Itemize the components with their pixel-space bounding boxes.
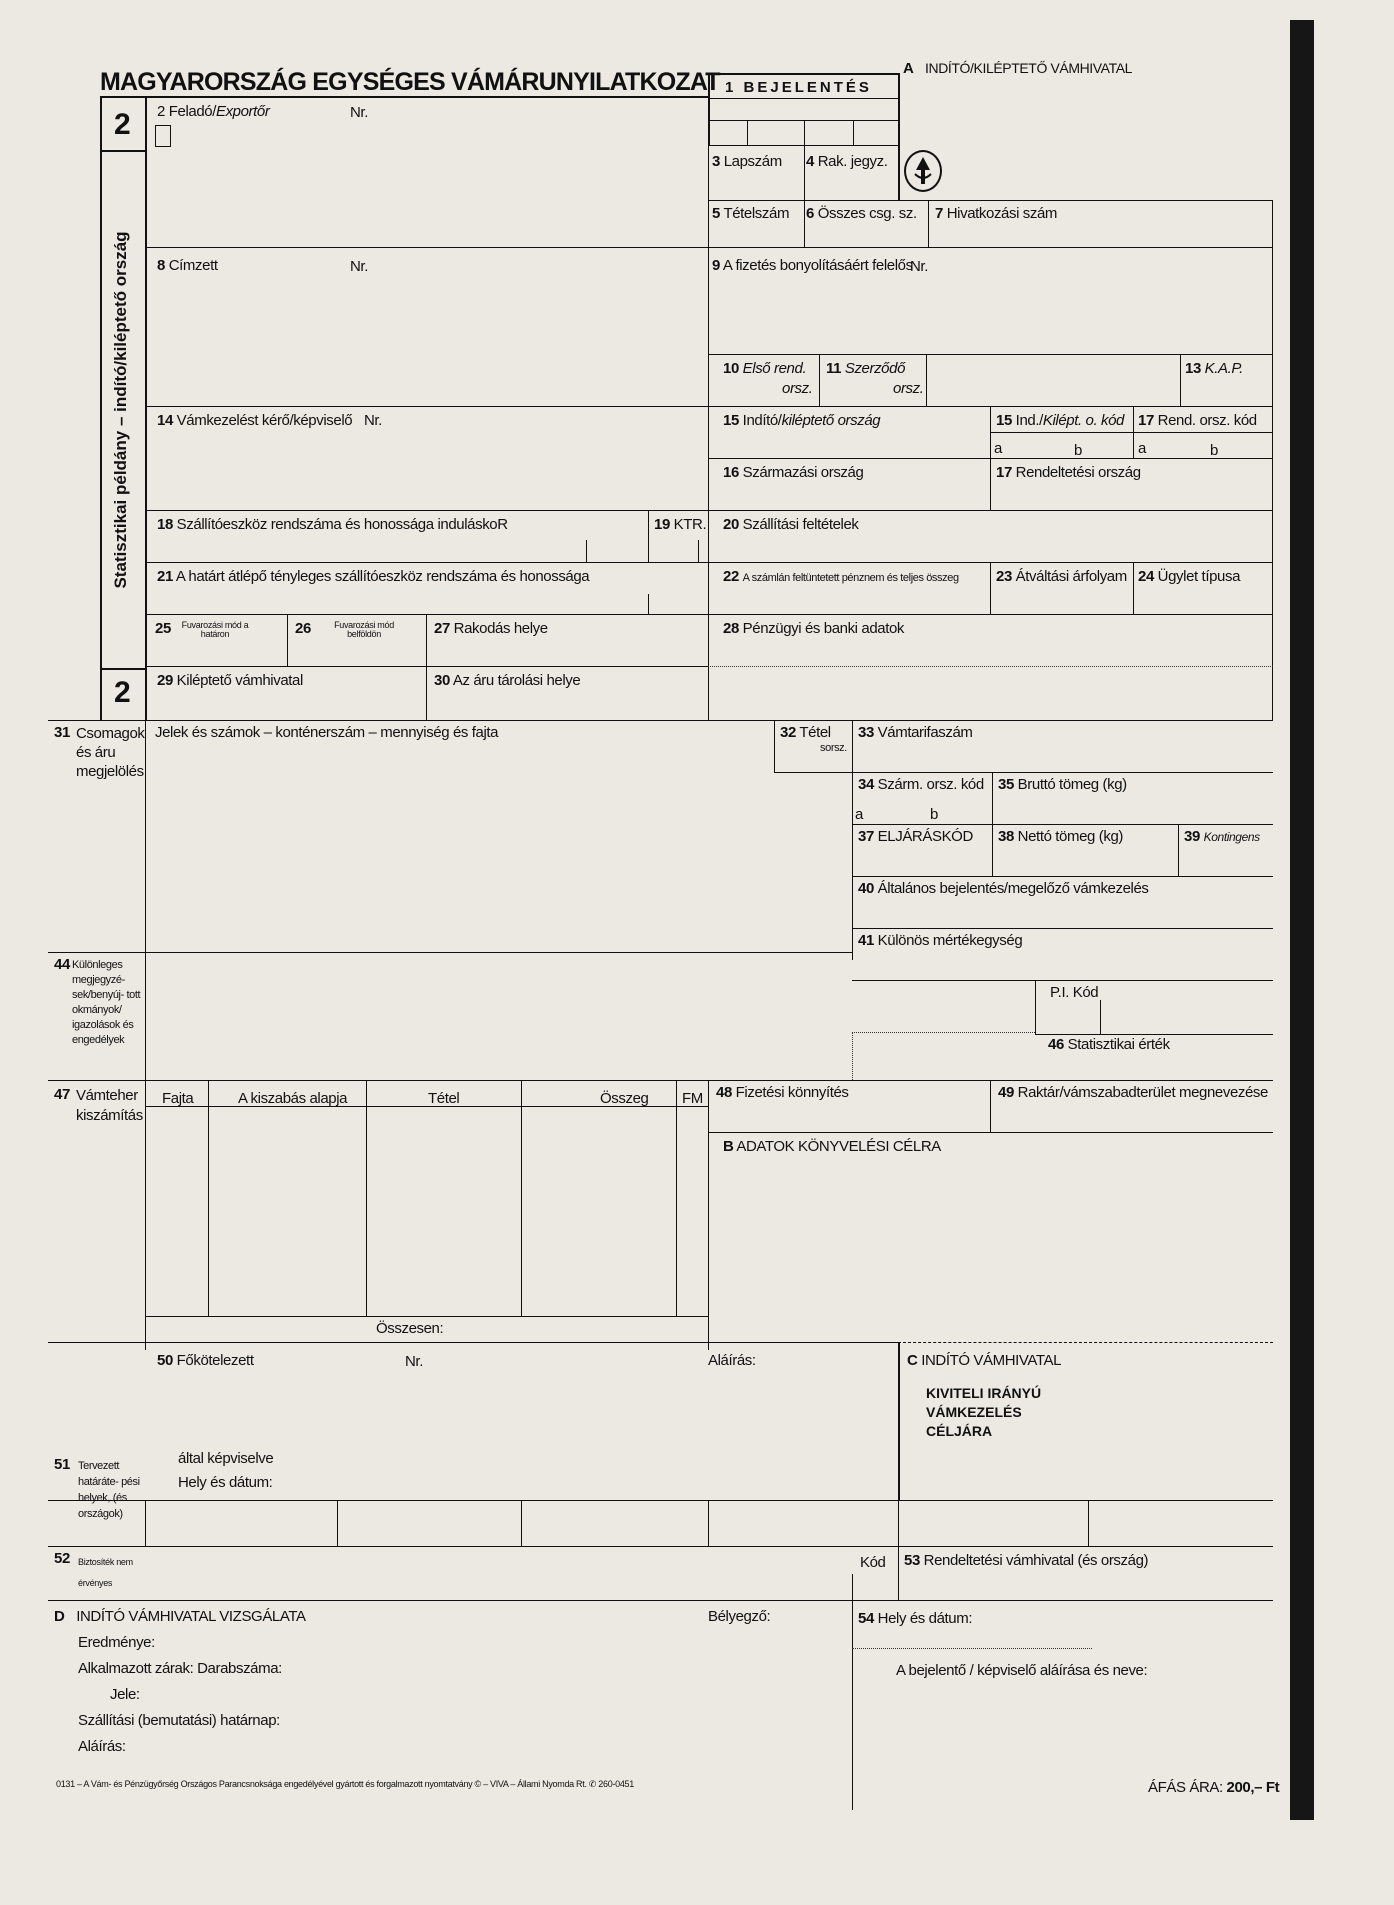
box2-italic: Exportőr	[215, 103, 270, 120]
place-date-label: Hely és dátum:	[178, 1474, 273, 1491]
box44-label: Különleges megjegyzé- sek/benyúj- tott okmányok/ igazolások és engedélyek	[72, 959, 141, 1046]
box24-field[interactable]	[1138, 568, 1240, 585]
box37-label: ELJÁRÁSKÓD	[877, 828, 973, 845]
box17-field[interactable]	[1138, 412, 1257, 429]
deadline-label: Szállítási (bemutatási) határnap:	[78, 1712, 280, 1729]
price-value: 200,– Ft	[1226, 1779, 1280, 1796]
osszesen-label: Összesen:	[376, 1320, 444, 1337]
box53-field[interactable]	[904, 1552, 1148, 1569]
copy-number-bottom: 2	[114, 676, 131, 709]
box33-field[interactable]	[858, 724, 973, 741]
box41-number: 41	[858, 932, 874, 949]
box31-label: Csomagok és áru megjelölés	[76, 725, 145, 780]
box39-number: 39	[1184, 828, 1200, 845]
box2-checkbox[interactable]	[155, 125, 171, 147]
box4-label: Rak. jegyz.	[817, 153, 888, 170]
box14-field[interactable]	[157, 412, 382, 429]
represented-by-label: által képviselve	[178, 1450, 274, 1467]
kod-label: Kód	[860, 1554, 886, 1571]
box21-number: 21	[157, 568, 173, 585]
box49-number: 49	[998, 1084, 1014, 1101]
box22-number: 22	[723, 568, 739, 585]
box11-sub: orsz.	[893, 380, 924, 397]
box8-nr: Nr.	[350, 258, 368, 275]
box47-number: 47	[54, 1086, 70, 1103]
box17b-number: 17	[996, 464, 1012, 481]
box8-number: 8	[157, 257, 165, 274]
box48-label: Fizetési könnyítés	[735, 1084, 849, 1101]
box6-label: Összes csg. sz.	[817, 205, 917, 222]
box17-sub-b: b	[1210, 442, 1218, 459]
box20-number: 20	[723, 516, 739, 533]
box-c-letter: C	[907, 1352, 918, 1369]
box52-number: 52	[54, 1550, 70, 1567]
box26-number: 26	[295, 620, 311, 637]
box21-field[interactable]	[157, 568, 589, 585]
copy-number-top: 2	[114, 108, 131, 141]
customs-emblem-icon	[904, 150, 942, 192]
box10-field[interactable]	[723, 360, 806, 377]
box1-declaration: 1 BEJELENTÉS	[725, 79, 872, 96]
box19-number: 19	[654, 516, 670, 533]
box35-field[interactable]	[998, 776, 1127, 793]
box16-field[interactable]	[723, 464, 863, 481]
box-b-letter: B	[723, 1138, 734, 1155]
box40-number: 40	[858, 880, 874, 897]
box15-label: Indító/	[742, 412, 782, 429]
box25-label: Fuvarozási mód a határon	[181, 620, 249, 639]
box38-number: 38	[998, 828, 1014, 845]
box44-number: 44	[54, 956, 70, 973]
box10-label: Első rend.	[742, 360, 807, 377]
box-b-field[interactable]	[723, 1138, 941, 1155]
box27-label: Rakodás helye	[453, 620, 548, 637]
box46-number: 46	[1048, 1036, 1064, 1053]
box23-number: 23	[996, 568, 1012, 585]
box6-field[interactable]	[806, 205, 917, 222]
box-b-label: ADATOK KÖNYVELÉSI CÉLRA	[736, 1138, 941, 1155]
box23-label: Átváltási árfolyam	[1015, 568, 1127, 585]
box21-label: A határt átlépő tényleges szállítóeszköz rendszáma és honossága	[175, 568, 590, 585]
box10-number: 10	[723, 360, 739, 377]
box15b-sub-b: b	[1074, 442, 1082, 459]
seal-mark-label: Jele:	[110, 1686, 140, 1703]
box33-number: 33	[858, 724, 874, 741]
box54-label: Hely és dátum:	[877, 1610, 973, 1627]
box34-sub-b: b	[930, 806, 938, 823]
box25-number: 25	[155, 620, 171, 637]
box15b-label: Ind./	[1015, 412, 1043, 429]
box17b-field[interactable]	[996, 464, 1141, 481]
box30-label: Az áru tárolási helye	[452, 672, 581, 689]
col-osszeg: Összeg	[600, 1090, 649, 1107]
col-fajta: Fajta	[162, 1090, 194, 1107]
box5-field[interactable]	[712, 205, 789, 222]
box51-number: 51	[54, 1456, 70, 1473]
box31-number: 31	[54, 724, 70, 741]
box24-label: Ügylet típusa	[1157, 568, 1241, 585]
box17-sub-a: a	[1138, 440, 1146, 457]
box28-number: 28	[723, 620, 739, 637]
box-d-field[interactable]	[54, 1608, 306, 1625]
box34-number: 34	[858, 776, 874, 793]
box15b-field[interactable]	[996, 412, 1124, 429]
box9-field[interactable]	[712, 257, 913, 274]
export-note: KIVITELI IRÁNYÚ VÁMKEZELÉS CÉLJÁRA	[926, 1385, 1042, 1439]
box15b-italic: Kilépt. o. kód	[1042, 412, 1124, 429]
box11-field[interactable]	[826, 360, 905, 377]
box2-field[interactable]	[157, 103, 269, 120]
box17-number: 17	[1138, 412, 1154, 429]
box32-label: Tétel	[799, 724, 831, 741]
box48-field[interactable]	[716, 1084, 849, 1101]
signature-label-50: Aláírás:	[708, 1352, 756, 1369]
box11-label: Szerződő	[844, 360, 906, 377]
box15-field[interactable]	[723, 412, 880, 429]
box15-number: 15	[723, 412, 739, 429]
pi-kod-label: P.I. Kód	[1050, 984, 1099, 1001]
box19-field[interactable]	[654, 516, 706, 533]
box53-label: Rendeltetési vámhivatal (és ország)	[923, 1552, 1149, 1569]
box38-label: Nettó tömeg (kg)	[1017, 828, 1123, 845]
box40-label: Általános bejelentés/megelőző vámkezelés	[877, 880, 1149, 897]
box47-label: Vámteher kiszámítás	[76, 1087, 143, 1124]
col-alap: A kiszabás alapja	[238, 1090, 348, 1107]
box2-number: 2	[157, 103, 165, 120]
box53-number: 53	[904, 1552, 920, 1569]
box14-label: Vámkezelést kérő/képviselő	[176, 412, 353, 429]
box31-text: Jelek és számok – konténerszám – mennyiség és fajta	[155, 724, 499, 741]
box8-field[interactable]	[157, 257, 218, 274]
box-d-label: INDÍTÓ VÁMHIVATAL VIZSGÁLATA	[76, 1608, 306, 1625]
box9-number: 9	[712, 257, 720, 274]
box5-label: Tételszám	[723, 205, 790, 222]
box39-label: Kontingens	[1203, 830, 1260, 844]
box32-number: 32	[780, 724, 796, 741]
box23-field[interactable]	[996, 568, 1127, 585]
box16-number: 16	[723, 464, 739, 481]
box4-field[interactable]	[806, 153, 888, 170]
box9-nr: Nr.	[910, 258, 928, 275]
box37-field[interactable]	[858, 828, 973, 845]
box7-label: Hivatkozási szám	[946, 205, 1058, 222]
scan-edge	[1290, 20, 1314, 1820]
box34-field[interactable]	[858, 776, 984, 793]
box38-field[interactable]	[998, 828, 1123, 845]
box3-number: 3	[712, 153, 720, 170]
box-c-label: INDÍTÓ VÁMHIVATAL	[921, 1352, 1062, 1369]
box35-number: 35	[998, 776, 1014, 793]
box13-number: 13	[1185, 360, 1201, 377]
box50-number: 50	[157, 1352, 173, 1369]
box-c-field[interactable]	[907, 1352, 1061, 1369]
box-a-letter: A	[903, 60, 914, 77]
box7-number: 7	[935, 205, 943, 222]
declarant-signature-label: A bejelentő / képviselő aláírása és neve:	[896, 1662, 1148, 1679]
box16-label: Származási ország	[742, 464, 864, 481]
box50-field[interactable]	[157, 1352, 254, 1369]
box28-label: Pénzügyi és banki adatok	[742, 620, 905, 637]
box33-label: Vámtarifaszám	[877, 724, 973, 741]
box19-label: KTR.	[673, 516, 707, 533]
box51-label: Tervezett határáte- pési helyek, (és országok)	[78, 1460, 140, 1520]
box20-field[interactable]	[723, 516, 859, 533]
box20-label: Szállítási feltételek	[742, 516, 859, 533]
price-label: ÁFÁS ÁRA:	[1148, 1779, 1223, 1796]
box5-number: 5	[712, 205, 720, 222]
box32-sub: sorsz.	[820, 742, 847, 754]
footer-imprint: 0131 – A Vám- és Pénzügyőrség Országos Parancsnoksága engedélyével gyártott és forgalmazott nyomtatvány © – VIVA – Állami Nyomda Rt. ✆ 260-0451	[56, 1779, 634, 1789]
box18-number: 18	[157, 516, 173, 533]
box37-number: 37	[858, 828, 874, 845]
box30-field[interactable]	[434, 672, 580, 689]
box2-label: Feladó/	[168, 103, 216, 120]
box-a-label: INDÍTÓ/KILÉPTETŐ VÁMHIVATAL	[925, 60, 1133, 76]
box41-label: Különös mértékegység	[877, 932, 1023, 949]
box22-label: A számlán feltüntetett pénznem és teljes összeg	[742, 572, 959, 584]
box54-number: 54	[858, 1610, 874, 1627]
side-label: Statisztikai példány – indító/kiléptető ország	[111, 231, 130, 589]
box11-number: 11	[826, 360, 842, 377]
box30-number: 30	[434, 672, 450, 689]
box8-label: Címzett	[168, 257, 218, 274]
box15b-sub-a: a	[994, 440, 1002, 457]
box34-sub-a: a	[855, 806, 863, 823]
box17-label: Rend. orsz. kód	[1157, 412, 1257, 429]
box40-field[interactable]	[858, 880, 1149, 897]
form-title: MAGYARORSZÁG EGYSÉGES VÁMÁRUNYILATKOZAT	[100, 68, 720, 96]
box39-field[interactable]	[1184, 828, 1260, 845]
box35-label: Bruttó tömeg (kg)	[1017, 776, 1127, 793]
col-tetel: Tétel	[428, 1090, 460, 1107]
box7-field[interactable]	[935, 205, 1057, 222]
box24-number: 24	[1138, 568, 1154, 585]
box34-label: Szárm. orsz. kód	[877, 776, 984, 793]
box54-field[interactable]	[858, 1610, 972, 1627]
box27-number: 27	[434, 620, 450, 637]
box18-field[interactable]	[157, 516, 508, 533]
box29-label: Kiléptető vámhivatal	[176, 672, 303, 689]
col-fm: FM	[682, 1090, 703, 1107]
box29-number: 29	[157, 672, 173, 689]
box4-number: 4	[806, 153, 814, 170]
box49-field[interactable]	[998, 1084, 1268, 1101]
box28-field[interactable]	[723, 620, 904, 637]
box50-label: Főkötelezett	[176, 1352, 254, 1369]
box52-label: Biztosíték nem érvényes	[78, 1557, 133, 1588]
box50-nr: Nr.	[405, 1353, 423, 1370]
box22-field[interactable]	[723, 568, 959, 585]
box9-label: A fizetés bonyolításáért felelős	[722, 257, 913, 274]
box27-field[interactable]	[434, 620, 548, 637]
seals-label: Alkalmazott zárak: Darabszáma:	[78, 1660, 282, 1677]
box15b-number: 15	[996, 412, 1012, 429]
box-d-letter: D	[54, 1608, 65, 1625]
signature-label-d: Aláírás:	[78, 1738, 126, 1755]
box15-italic: kiléptető ország	[781, 412, 881, 429]
box10-sub: orsz.	[782, 380, 813, 397]
box49-label: Raktár/vámszabadterület megnevezése	[1017, 1084, 1268, 1101]
stamp-label: Bélyegző:	[708, 1608, 771, 1625]
price	[1148, 1779, 1279, 1796]
box17b-label: Rendeltetési ország	[1015, 464, 1141, 481]
result-label: Eredménye:	[78, 1634, 155, 1651]
box18-label: Szállítóeszköz rendszáma és honossága induláskoR	[176, 516, 508, 533]
box46-field[interactable]	[1048, 1036, 1170, 1053]
box13-label: K.A.P.	[1204, 360, 1243, 377]
box13-field[interactable]	[1185, 360, 1243, 377]
box48-number: 48	[716, 1084, 732, 1101]
box32-field[interactable]	[780, 724, 831, 741]
box26-label: Fuvarozási mód belföldön	[334, 620, 394, 639]
box3-label: Lapszám	[723, 153, 782, 170]
box3-field[interactable]	[712, 153, 782, 170]
box46-label: Statisztikai érték	[1067, 1036, 1170, 1053]
box6-number: 6	[806, 205, 814, 222]
box2-nr: Nr.	[350, 104, 368, 121]
box29-field[interactable]	[157, 672, 303, 689]
box14-nr: Nr.	[363, 412, 382, 429]
box14-number: 14	[157, 412, 173, 429]
box41-field[interactable]	[858, 932, 1022, 949]
